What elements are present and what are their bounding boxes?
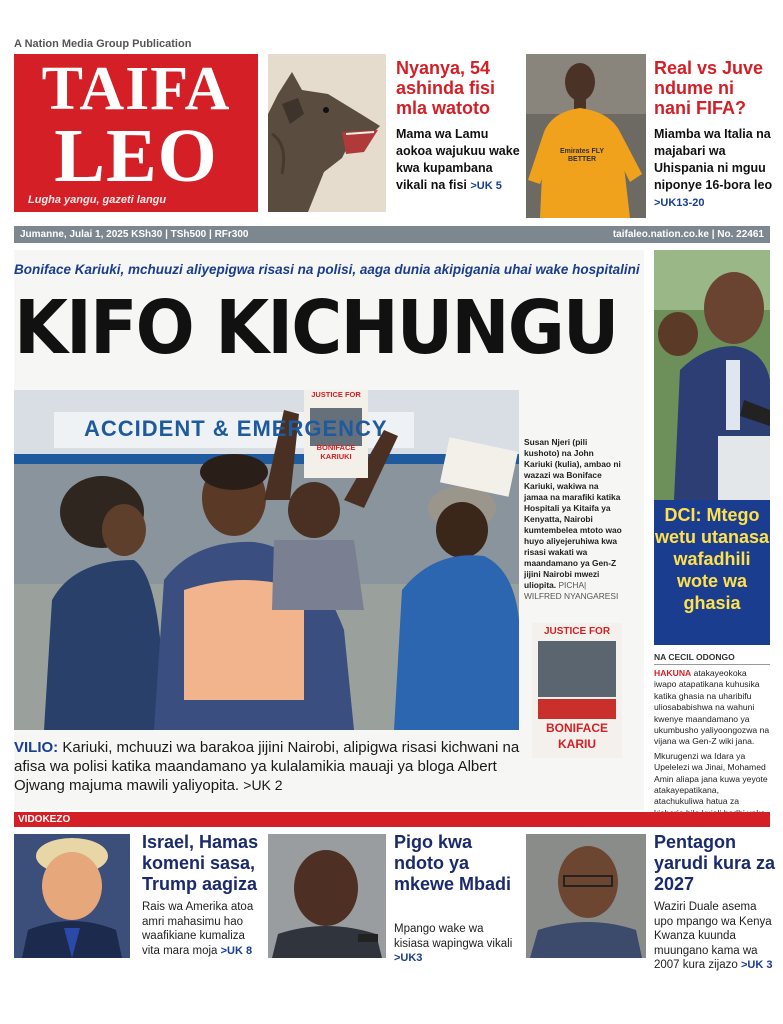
small-sign-line-3: KARIU — [558, 737, 596, 751]
photo-caption — [524, 437, 624, 602]
duale-illustration — [526, 834, 646, 958]
shirt-sponsor: Emirates FLY BETTER — [559, 148, 605, 163]
lead-caption — [14, 738, 522, 795]
lead-caption-ref[interactable]: >UK 2 — [243, 777, 283, 793]
justice-sign-photo[interactable] — [532, 623, 622, 758]
footballer-photo[interactable] — [526, 54, 646, 218]
dateline-right[interactable]: taifaleo.nation.co.ke | No. 22461 — [612, 229, 764, 240]
bottom-2-body: Mpango wake wa kisiasa wapingwa vikali — [394, 923, 513, 950]
bottom-3-body: Waziri Duale asema upo mpango wa Kenya Kwanza kuunda muungano kama wa 2007 kura zijazo — [654, 901, 772, 971]
teaser-1-ref[interactable]: >UK 5 — [470, 180, 502, 192]
teaser-2-headline[interactable]: Real vs Juve ndume ni nani FIFA? — [654, 58, 764, 118]
dci-body — [654, 668, 770, 834]
small-sign-line-1: JUSTICE FOR — [543, 626, 611, 637]
footballer-illustration — [526, 54, 646, 218]
duale-photo[interactable] — [526, 834, 646, 958]
bottom-1-body: Rais wa Amerika atoa amri mahasimu hao waafikiane kumaliza vita mara moja — [142, 901, 254, 957]
masthead-logo[interactable] — [14, 54, 258, 212]
bottom-1-headline[interactable]: Israel, Hamas komeni sasa, Trump aagiza — [142, 832, 259, 894]
placard-spacer — [306, 399, 366, 443]
vidokezo-strip: VIDOKEZO — [14, 812, 770, 827]
dci-para1-text: atakayeokoka iwapo atapatikana kuhusika katika ghasia na uharibifu uliosababishwa na wahuni kwenye maandamano ya ukumbusho yaliyoongozwa na vijana wa Gen-Z wiki jana. — [654, 668, 770, 747]
mbadi-illustration — [268, 834, 386, 958]
dci-paragraph-1 — [654, 668, 770, 748]
placard-top — [306, 390, 366, 461]
lead-kicker[interactable]: Boniface Kariuki, mchuuzi aliyepigwa risasi na polisi, aaga dunia akipigania uhai wake hospitalini — [14, 262, 640, 277]
speaker-illustration — [654, 250, 770, 500]
lead-caption-text: Kariuki, mchuuzi wa barakoa jijini Nairobi, alipigwa risasi kichwani na afisa wa polisi katika maandamano ya kulalamikia mauaji ya bloga Albert Ojwang majuma mawili yaliyopita. — [14, 739, 520, 794]
trump-illustration — [14, 834, 130, 958]
dci-para2-text: Mkurugenzi wa Idara ya Upelelezi wa Jinai, Mohamed Amin aliapa jana kuwa yeyote atakayepatikana, atachukuliwa hatua za — [654, 750, 768, 807]
lead-caption-tag: VILIO: — [14, 739, 59, 756]
teaser-1-body: Mama wa Lamu aokoa wajukuu wake kwa kupambana vikali na fisi — [396, 127, 520, 192]
publication-line: A Nation Media Group Publication — [14, 38, 192, 50]
dci-photo[interactable] — [654, 250, 770, 500]
masthead-line2: LEO — [54, 114, 218, 198]
hyena-illustration — [268, 54, 386, 212]
teaser-1-headline[interactable]: Nyanya, 54 ashinda fisi mla watoto — [396, 58, 496, 118]
masthead-line1: TAIFA — [41, 55, 231, 123]
bottom-3-headline[interactable]: Pentagon yarudi kura za 2027 — [654, 832, 776, 894]
bottom-3-ref[interactable]: >UK 3 — [740, 959, 773, 971]
bottom-1-ref[interactable]: >UK 8 — [220, 944, 253, 957]
small-sign-line-2: BONIFACE — [545, 721, 608, 735]
dateline-left: Jumanne, Julai 1, 2025 KSh30 | TSh500 | RFr300 — [20, 229, 249, 240]
teaser-2-text — [654, 126, 774, 212]
dci-lead-word: HAKUNA — [654, 668, 692, 678]
placard-line-3: KARIUKI — [320, 452, 352, 461]
dci-headline[interactable]: DCI: Mtego wetu utanasa wafadhili wote wa ghasia — [654, 500, 770, 645]
dateline-bar — [14, 226, 770, 243]
placard-line-1: JUSTICE FOR — [311, 390, 361, 399]
lead-headline[interactable]: KIFO KICHUNGU — [14, 285, 618, 371]
dci-byline: NA CECIL ODONGO — [654, 652, 770, 665]
bottom-2-text — [394, 922, 516, 966]
mbadi-photo[interactable] — [268, 834, 386, 958]
bottom-2-headline[interactable]: Pigo kwa ndoto ya mkewe Mbadi — [394, 832, 512, 894]
bottom-1-text — [142, 900, 260, 958]
teaser-2-ref[interactable]: >UK13-20 — [654, 197, 705, 209]
trump-photo[interactable] — [14, 834, 130, 958]
teaser-2-body: Miamba wa Italia na majabari wa Uhispania ni mguu niponye 16-bora leo — [654, 127, 773, 192]
hospital-sign: ACCIDENT & EMERGENCY — [84, 416, 388, 441]
photo-credit: PICHA| WILFRED NYANGARESI — [524, 580, 619, 601]
lead-photo[interactable] — [14, 390, 519, 730]
masthead-slogan: Lugha yangu, gazeti langu — [28, 194, 167, 206]
placard-line-2: BONIFACE — [316, 443, 356, 452]
hyena-photo[interactable] — [268, 54, 386, 212]
bottom-2-ref[interactable]: >UK3 — [394, 952, 423, 964]
bottom-3-text — [654, 900, 776, 973]
photo-caption-text: Susan Njeri (pili kushoto) na John Kariuki (kulia), ambao ni wazazi wa Boniface Kariuki, wakiwa na jamaa na marafiki katika Hospitali ya Kitaifa ya Kenyatta, Nairobi kumtembelea mtoto wao huyo aliyejeruhiwa kwa risasi wakati wa maandamano ya Gen-Z jijini Nairobi mwezi uliopita. — [524, 437, 622, 590]
teaser-1-text — [396, 126, 520, 195]
